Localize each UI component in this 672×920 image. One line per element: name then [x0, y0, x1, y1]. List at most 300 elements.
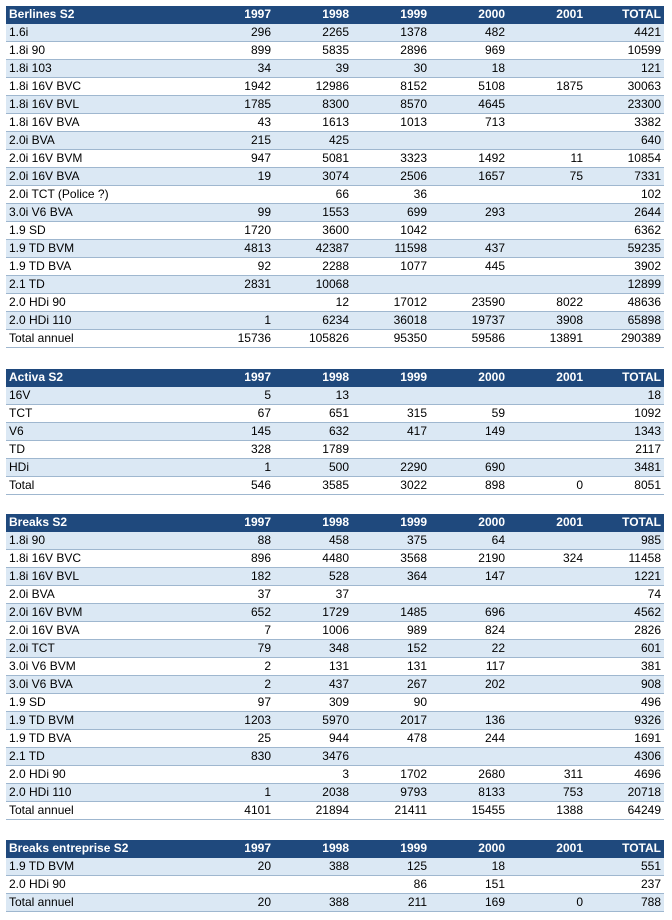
- row-label: 1.9 SD: [6, 222, 196, 240]
- column-header: 2001: [508, 840, 586, 858]
- breaks-entreprise-table: [6, 840, 664, 912]
- cell-value: 296: [196, 24, 274, 42]
- cell-value: 1378: [352, 24, 430, 42]
- row-label: 3.0i V6 BVM: [6, 658, 196, 676]
- cell-value: [430, 186, 508, 204]
- cell-value: 632: [274, 423, 352, 441]
- row-label: 1.6i: [6, 24, 196, 42]
- cell-value: 0: [508, 477, 586, 495]
- row-label: 1.9 TD BVM: [6, 240, 196, 258]
- cell-value: [508, 858, 586, 876]
- header-row: [6, 514, 664, 532]
- row-label: Total annuel: [6, 802, 196, 820]
- cell-value: 95350: [352, 330, 430, 348]
- cell-value: 9326: [586, 712, 664, 730]
- cell-value: 898: [430, 477, 508, 495]
- table-row: [6, 78, 664, 96]
- cell-value: [508, 586, 586, 604]
- cell-value: 896: [196, 550, 274, 568]
- cell-value: 458: [274, 532, 352, 550]
- cell-value: 690: [430, 459, 508, 477]
- table-row: [6, 204, 664, 222]
- cell-value: [508, 276, 586, 294]
- cell-value: 8300: [274, 96, 352, 114]
- cell-value: 3908: [508, 312, 586, 330]
- table-row: [6, 405, 664, 423]
- header-row: [6, 369, 664, 387]
- row-label: 2.0i BVA: [6, 586, 196, 604]
- cell-value: 15455: [430, 802, 508, 820]
- table-row: [6, 894, 664, 912]
- cell-value: 651: [274, 405, 352, 423]
- cell-value: [508, 441, 586, 459]
- table-row: [6, 387, 664, 405]
- table-row: [6, 748, 664, 766]
- column-header: 2001: [508, 369, 586, 387]
- column-header: 1999: [352, 369, 430, 387]
- cell-value: [196, 876, 274, 894]
- table-row: [6, 24, 664, 42]
- cell-value: 67: [196, 405, 274, 423]
- cell-value: 4562: [586, 604, 664, 622]
- cell-value: 348: [274, 640, 352, 658]
- cell-value: 20: [196, 894, 274, 912]
- cell-value: 117: [430, 658, 508, 676]
- cell-value: 182: [196, 568, 274, 586]
- cell-value: [508, 60, 586, 78]
- cell-value: 2290: [352, 459, 430, 477]
- cell-value: 1: [196, 459, 274, 477]
- cell-value: 6362: [586, 222, 664, 240]
- table-title: Berlines S2: [6, 6, 196, 24]
- cell-value: 8570: [352, 96, 430, 114]
- column-header: 1999: [352, 514, 430, 532]
- cell-value: 65898: [586, 312, 664, 330]
- cell-value: 7: [196, 622, 274, 640]
- cell-value: 17012: [352, 294, 430, 312]
- cell-value: 1042: [352, 222, 430, 240]
- column-header: 1997: [196, 6, 274, 24]
- row-label: 1.8i 103: [6, 60, 196, 78]
- cell-value: [430, 387, 508, 405]
- cell-value: 2017: [352, 712, 430, 730]
- cell-value: 2: [196, 658, 274, 676]
- table-row: [6, 622, 664, 640]
- cell-value: [508, 459, 586, 477]
- cell-value: 388: [274, 858, 352, 876]
- table-row: [6, 477, 664, 495]
- cell-value: 3585: [274, 477, 352, 495]
- cell-value: [508, 694, 586, 712]
- cell-value: 11: [508, 150, 586, 168]
- cell-value: 944: [274, 730, 352, 748]
- table-row: [6, 276, 664, 294]
- cell-value: 4645: [430, 96, 508, 114]
- cell-value: [430, 132, 508, 150]
- cell-value: 8133: [430, 784, 508, 802]
- table-row: [6, 550, 664, 568]
- cell-value: 145: [196, 423, 274, 441]
- row-label: 2.1 TD: [6, 748, 196, 766]
- row-label: 2.0i BVA: [6, 132, 196, 150]
- cell-value: 36: [352, 186, 430, 204]
- table-row: [6, 240, 664, 258]
- cell-value: [274, 876, 352, 894]
- cell-value: 437: [274, 676, 352, 694]
- cell-value: 131: [274, 658, 352, 676]
- cell-value: 640: [586, 132, 664, 150]
- cell-value: 244: [430, 730, 508, 748]
- cell-value: 989: [352, 622, 430, 640]
- table-row: [6, 330, 664, 348]
- cell-value: 311: [508, 766, 586, 784]
- cell-value: 3476: [274, 748, 352, 766]
- cell-value: 147: [430, 568, 508, 586]
- cell-value: 125: [352, 858, 430, 876]
- cell-value: 4101: [196, 802, 274, 820]
- row-label: 1.8i 16V BVL: [6, 96, 196, 114]
- cell-value: 42387: [274, 240, 352, 258]
- cell-value: 30063: [586, 78, 664, 96]
- cell-value: 90: [352, 694, 430, 712]
- cell-value: 10599: [586, 42, 664, 60]
- cell-value: [508, 204, 586, 222]
- table-row: [6, 604, 664, 622]
- cell-value: 3568: [352, 550, 430, 568]
- table-row: [6, 766, 664, 784]
- column-header: 1999: [352, 6, 430, 24]
- table-row: [6, 168, 664, 186]
- row-label: 2.0 HDi 110: [6, 784, 196, 802]
- cell-value: 2506: [352, 168, 430, 186]
- cell-value: 75: [508, 168, 586, 186]
- cell-value: 2826: [586, 622, 664, 640]
- cell-value: 5835: [274, 42, 352, 60]
- cell-value: [508, 712, 586, 730]
- cell-value: 830: [196, 748, 274, 766]
- row-label: 16V: [6, 387, 196, 405]
- column-header: 2000: [430, 6, 508, 24]
- cell-value: 2288: [274, 258, 352, 276]
- cell-value: 2117: [586, 441, 664, 459]
- cell-value: [508, 730, 586, 748]
- row-label: 2.0 HDi 90: [6, 876, 196, 894]
- row-label: 2.0i 16V BVA: [6, 168, 196, 186]
- cell-value: 2680: [430, 766, 508, 784]
- cell-value: 899: [196, 42, 274, 60]
- cell-value: 1691: [586, 730, 664, 748]
- row-label: 1.8i 90: [6, 532, 196, 550]
- row-label: 1.8i 90: [6, 42, 196, 60]
- cell-value: 12: [274, 294, 352, 312]
- cell-value: [508, 604, 586, 622]
- column-header: 1998: [274, 369, 352, 387]
- table-row: [6, 640, 664, 658]
- cell-value: 12986: [274, 78, 352, 96]
- cell-value: [508, 423, 586, 441]
- cell-value: [508, 640, 586, 658]
- cell-value: 21894: [274, 802, 352, 820]
- column-header: 1998: [274, 514, 352, 532]
- cell-value: 151: [430, 876, 508, 894]
- table-row: [6, 676, 664, 694]
- table-row: [6, 222, 664, 240]
- cell-value: 10068: [274, 276, 352, 294]
- cell-value: [352, 748, 430, 766]
- cell-value: [508, 96, 586, 114]
- cell-value: 211: [352, 894, 430, 912]
- column-header: 2001: [508, 6, 586, 24]
- cell-value: [508, 405, 586, 423]
- cell-value: [508, 622, 586, 640]
- table-row: [6, 586, 664, 604]
- cell-value: 1720: [196, 222, 274, 240]
- cell-value: 713: [430, 114, 508, 132]
- cell-value: 9793: [352, 784, 430, 802]
- cell-value: 1388: [508, 802, 586, 820]
- cell-value: [352, 132, 430, 150]
- row-label: 2.0i 16V BVM: [6, 150, 196, 168]
- cell-value: 6234: [274, 312, 352, 330]
- table-row: [6, 876, 664, 894]
- row-label: 1.9 TD BVA: [6, 730, 196, 748]
- cell-value: 25: [196, 730, 274, 748]
- cell-value: [508, 676, 586, 694]
- cell-value: 2190: [430, 550, 508, 568]
- table-row: [6, 802, 664, 820]
- cell-value: 4421: [586, 24, 664, 42]
- table-row: [6, 459, 664, 477]
- cell-value: [352, 387, 430, 405]
- cell-value: [508, 42, 586, 60]
- cell-value: 20718: [586, 784, 664, 802]
- column-header: 1999: [352, 840, 430, 858]
- row-label: HDi: [6, 459, 196, 477]
- cell-value: 169: [430, 894, 508, 912]
- row-label: 2.1 TD: [6, 276, 196, 294]
- cell-value: 8022: [508, 294, 586, 312]
- cell-value: 59586: [430, 330, 508, 348]
- cell-value: 1492: [430, 150, 508, 168]
- row-label: 2.0 HDi 90: [6, 766, 196, 784]
- cell-value: 482: [430, 24, 508, 42]
- table-row: [6, 186, 664, 204]
- cell-value: 1013: [352, 114, 430, 132]
- cell-value: 324: [508, 550, 586, 568]
- cell-value: 445: [430, 258, 508, 276]
- row-label: 2.0i 16V BVM: [6, 604, 196, 622]
- cell-value: 97: [196, 694, 274, 712]
- table-row: [6, 258, 664, 276]
- cell-value: 39: [274, 60, 352, 78]
- cell-value: 417: [352, 423, 430, 441]
- breaks-table: [6, 514, 664, 820]
- cell-value: 152: [352, 640, 430, 658]
- row-label: 1.8i 16V BVL: [6, 568, 196, 586]
- cell-value: 1343: [586, 423, 664, 441]
- cell-value: 546: [196, 477, 274, 495]
- table-row: [6, 658, 664, 676]
- table-row: [6, 42, 664, 60]
- cell-value: 23300: [586, 96, 664, 114]
- cell-value: 131: [352, 658, 430, 676]
- cell-value: 237: [586, 876, 664, 894]
- cell-value: 375: [352, 532, 430, 550]
- cell-value: 696: [430, 604, 508, 622]
- cell-value: 74: [586, 586, 664, 604]
- cell-value: 59235: [586, 240, 664, 258]
- column-header: 2000: [430, 514, 508, 532]
- cell-value: 1942: [196, 78, 274, 96]
- cell-value: [430, 694, 508, 712]
- cell-value: [196, 186, 274, 204]
- cell-value: 1077: [352, 258, 430, 276]
- cell-value: 4306: [586, 748, 664, 766]
- cell-value: 3074: [274, 168, 352, 186]
- cell-value: 788: [586, 894, 664, 912]
- cell-value: 267: [352, 676, 430, 694]
- cell-value: 388: [274, 894, 352, 912]
- table-row: [6, 712, 664, 730]
- cell-value: [508, 748, 586, 766]
- cell-value: 328: [196, 441, 274, 459]
- row-label: 1.8i 16V BVC: [6, 550, 196, 568]
- cell-value: 43: [196, 114, 274, 132]
- cell-value: 4696: [586, 766, 664, 784]
- cell-value: 425: [274, 132, 352, 150]
- cell-value: 1485: [352, 604, 430, 622]
- cell-value: [196, 294, 274, 312]
- table-row: [6, 60, 664, 78]
- cell-value: 149: [430, 423, 508, 441]
- cell-value: 37: [274, 586, 352, 604]
- table-row: [6, 532, 664, 550]
- column-header: TOTAL: [586, 840, 664, 858]
- table-row: [6, 150, 664, 168]
- cell-value: 2038: [274, 784, 352, 802]
- column-header: 1998: [274, 6, 352, 24]
- cell-value: 3323: [352, 150, 430, 168]
- row-label: V6: [6, 423, 196, 441]
- table-title: Breaks S2: [6, 514, 196, 532]
- cell-value: 5: [196, 387, 274, 405]
- row-label: 2.0i TCT (Police ?): [6, 186, 196, 204]
- berlines-table: [6, 6, 664, 348]
- cell-value: 3481: [586, 459, 664, 477]
- cell-value: [508, 132, 586, 150]
- cell-value: [508, 186, 586, 204]
- cell-value: 3902: [586, 258, 664, 276]
- cell-value: 3382: [586, 114, 664, 132]
- cell-value: 19: [196, 168, 274, 186]
- cell-value: 86: [352, 876, 430, 894]
- activa-table: [6, 369, 664, 495]
- cell-value: 21411: [352, 802, 430, 820]
- cell-value: [352, 586, 430, 604]
- cell-value: [508, 568, 586, 586]
- table-row: [6, 694, 664, 712]
- cell-value: 64: [430, 532, 508, 550]
- cell-value: 1203: [196, 712, 274, 730]
- table-row: [6, 294, 664, 312]
- cell-value: 985: [586, 532, 664, 550]
- cell-value: 99: [196, 204, 274, 222]
- cell-value: [508, 240, 586, 258]
- cell-value: 1553: [274, 204, 352, 222]
- cell-value: 13891: [508, 330, 586, 348]
- cell-value: 30: [352, 60, 430, 78]
- row-label: 3.0i V6 BVA: [6, 676, 196, 694]
- row-label: TCT: [6, 405, 196, 423]
- cell-value: 88: [196, 532, 274, 550]
- column-header: 1997: [196, 369, 274, 387]
- cell-value: 18: [430, 858, 508, 876]
- cell-value: 969: [430, 42, 508, 60]
- cell-value: 2644: [586, 204, 664, 222]
- cell-value: 1729: [274, 604, 352, 622]
- column-header: TOTAL: [586, 514, 664, 532]
- table-row: [6, 114, 664, 132]
- header-row: [6, 840, 664, 858]
- row-label: 1.8i 16V BVA: [6, 114, 196, 132]
- cell-value: 64249: [586, 802, 664, 820]
- cell-value: 315: [352, 405, 430, 423]
- cell-value: 309: [274, 694, 352, 712]
- cell-value: 66: [274, 186, 352, 204]
- row-label: TD: [6, 441, 196, 459]
- cell-value: 1006: [274, 622, 352, 640]
- cell-value: 59: [430, 405, 508, 423]
- cell-value: 381: [586, 658, 664, 676]
- cell-value: 7331: [586, 168, 664, 186]
- cell-value: 4813: [196, 240, 274, 258]
- column-header: 1998: [274, 840, 352, 858]
- cell-value: 1785: [196, 96, 274, 114]
- row-label: 1.9 SD: [6, 694, 196, 712]
- cell-value: 15736: [196, 330, 274, 348]
- cell-value: 500: [274, 459, 352, 477]
- cell-value: [352, 276, 430, 294]
- row-label: Total annuel: [6, 330, 196, 348]
- cell-value: 48636: [586, 294, 664, 312]
- cell-value: 3022: [352, 477, 430, 495]
- cell-value: 13: [274, 387, 352, 405]
- cell-value: 202: [430, 676, 508, 694]
- row-label: 2.0 HDi 90: [6, 294, 196, 312]
- cell-value: 2: [196, 676, 274, 694]
- row-label: 3.0i V6 BVA: [6, 204, 196, 222]
- cell-value: 20: [196, 858, 274, 876]
- row-label: 2.0i 16V BVA: [6, 622, 196, 640]
- table-row: [6, 441, 664, 459]
- cell-value: 4480: [274, 550, 352, 568]
- cell-value: 5970: [274, 712, 352, 730]
- table-row: [6, 784, 664, 802]
- cell-value: 652: [196, 604, 274, 622]
- table-row: [6, 858, 664, 876]
- row-label: 2.0 HDi 110: [6, 312, 196, 330]
- cell-value: [352, 441, 430, 459]
- cell-value: 908: [586, 676, 664, 694]
- cell-value: 1: [196, 784, 274, 802]
- table-row: [6, 96, 664, 114]
- table-row: [6, 423, 664, 441]
- cell-value: [430, 586, 508, 604]
- cell-value: [196, 766, 274, 784]
- row-label: 2.0i TCT: [6, 640, 196, 658]
- column-header: 2001: [508, 514, 586, 532]
- cell-value: 2265: [274, 24, 352, 42]
